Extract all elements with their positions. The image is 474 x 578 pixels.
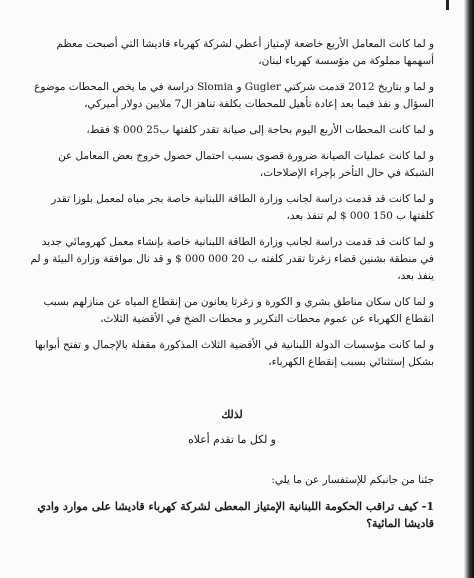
scan-mark: [446, 0, 449, 10]
paragraph-1: و لما كانت المعامل الأربع خاضعة لإمتياز أعطي لشركة كهرباء قاديشا التي أصبحت معظم أسهمها مملوكة من مؤسسة كهرباء لبنان،: [56, 38, 434, 67]
paragraph-3: و لما كانت المحطات الأربع اليوم بحاجة إلى صيانة تقدر كلفتها ب25 000 $ فقط،: [86, 124, 434, 136]
paragraph-4: و لما كانت عمليات الصيانة ضرورة قصوى بسبب احتمال حصول خروج بعض المعامل عن الشبكة في حال التأخر بإجراء الإصلاحات،: [58, 150, 434, 179]
inquiry-intro: جئنا من جانبكم للإستفسار عن ما يلي:: [271, 474, 434, 486]
document-body: [30, 36, 434, 541]
paragraph-2: و لما و بتاريخ 2012 قدمت شركتي Gugler و Slomia دراسة في ما يخص المحطات موضوع السؤال و نفذ فيما بعد إعادة تأهيل للمحطات بكلفة تناهز ال7 ملايين دولار أميركي،: [34, 81, 434, 110]
paragraph-5: و لما كانت قد قدمت دراسة لجانب وزارة الطاقة اللبنانية خاصة بجر مياه لمعمل بلوزا تقدر كلفتها ب 150 000 $ لم تنفذ بعد،: [51, 193, 434, 222]
conclusion-heading: لذلك: [221, 408, 243, 421]
scan-edge-shadow: [464, 0, 474, 578]
paragraph-7: و لما كان سكان مناطق بشري و الكورة و زغرتا يعانون من إنقطاع المياه عن منازلهم بسبب انقطاع الكهرباء عن عموم محطات التكرير و محطات الضخ في الأقضية الثلاث،: [43, 296, 434, 325]
section-spacer: [30, 380, 434, 406]
paragraph-6: و لما كانت قد قدمت دراسة لجانب وزارة الطاقة اللبنانية خاصة بإنشاء معمل كهرومائي جديد في منطقة بشنين قضاء زغرتا تقدر كلفته ب 20 000 000 $ و قد نال موافقة وزارة البيئة و لم ينفذ بعد،: [30, 236, 434, 282]
question-1: 1- كيف تراقب الحكومة اللبنانية الإمتياز المعطى لشركة كهرباء قاديشا على موارد وادي قاديشا المائية؟: [37, 500, 434, 530]
paragraph-8: و لما كانت مؤسسات الدولة اللبنانية في الأقضية الثلاث المذكورة مقفلة بالإجمال و تفتح أبوابها بشكل إستثنائي بسبب إنقطاع الكهرباء،: [34, 339, 434, 368]
conclusion-subheading: و لكل ما تقدم أعلاه: [188, 433, 276, 446]
